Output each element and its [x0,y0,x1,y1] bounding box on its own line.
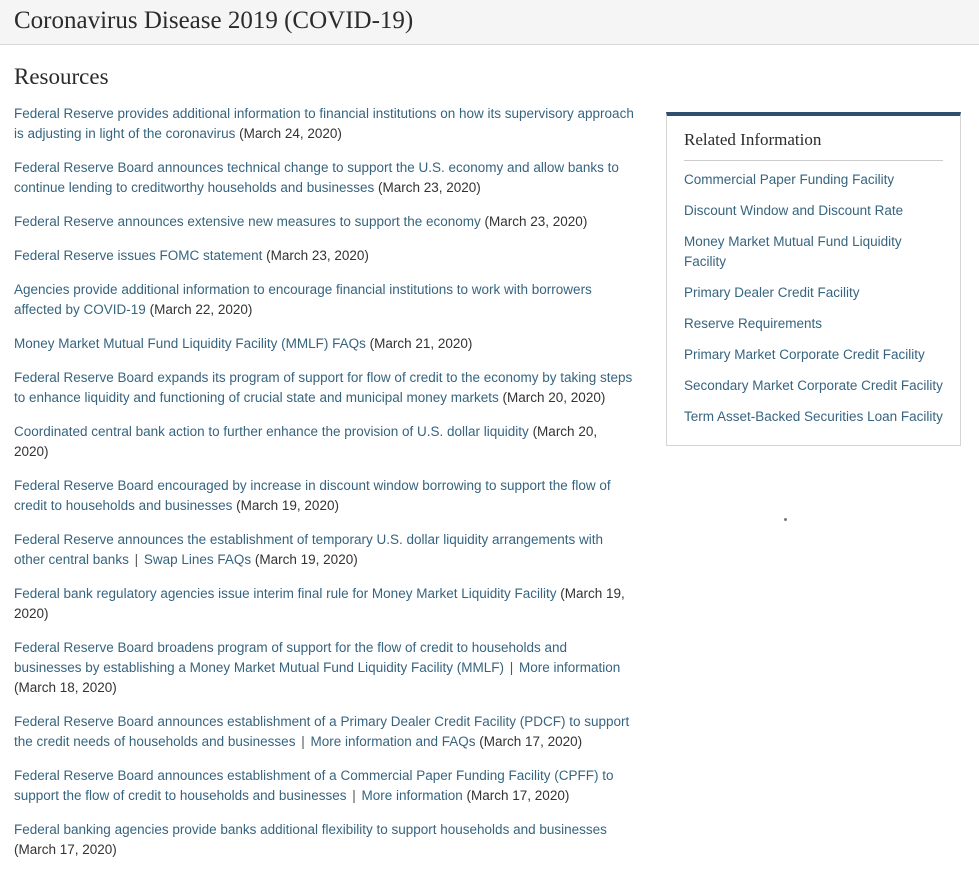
resource-link[interactable]: Federal Reserve issues FOMC statement [14,248,262,263]
list-item [14,368,634,408]
resource-date: (March 19, 2020) [251,552,358,567]
resource-date: (March 19, 2020) [14,586,625,621]
resource-link[interactable]: Federal Reserve Board encouraged by increase in discount window borrowing to support the flow of credit to households and businesses [14,478,611,513]
resource-link[interactable]: Federal Reserve announces the establishment of temporary U.S. dollar liquidity arrangements with other central banks [14,532,603,567]
list-item [14,712,634,752]
page-body [0,45,979,874]
resource-link[interactable]: Federal Reserve Board broadens program of support for the flow of credit to households and businesses by establishing a Money Market Mutual Fund Liquidity Facility (MMLF) [14,640,567,675]
resource-link[interactable]: Federal Reserve Board announces technical change to support the U.S. economy and allow banks to continue lending to creditworthy households and businesses [14,160,619,195]
resource-date: (March 23, 2020) [262,248,369,263]
list-item [14,422,634,462]
resource-link[interactable]: Federal Reserve Board expands its program of support for flow of credit to the economy by taking steps to enhance liquidity and functioning of crucial state and municipal money markets [14,370,632,405]
list-item [14,476,634,516]
related-information-box [666,112,961,446]
link-separator: | [346,788,361,803]
resource-date: (March 23, 2020) [481,214,588,229]
list-item [14,158,634,198]
resource-date: (March 17, 2020) [463,788,570,803]
list-item [684,314,943,334]
list-item [14,820,634,860]
related-information-list [684,170,943,427]
stray-dot [784,518,787,521]
list-item [684,407,943,427]
resource-link[interactable]: Federal Reserve Board announces establishment of a Primary Dealer Credit Facility (PDCF) to support the credit needs of households and businesses [14,714,629,749]
list-item [684,345,943,365]
page-header [0,0,979,45]
resource-link[interactable]: Federal banking agencies provide banks additional flexibility to support households and businesses [14,822,607,837]
list-item [14,766,634,806]
sidebar-column [666,112,961,521]
list-item [684,283,943,303]
related-information-link[interactable]: Primary Dealer Credit Facility [684,285,860,300]
related-information-link[interactable]: Discount Window and Discount Rate [684,203,903,218]
page-title: Coronavirus Disease 2019 (COVID-19) [14,7,979,35]
related-information-link[interactable]: Reserve Requirements [684,316,822,331]
related-information-link[interactable]: Term Asset-Backed Securities Loan Facility [684,409,943,424]
list-item [684,376,943,396]
resource-date: (March 20, 2020) [499,390,606,405]
resources-list [14,104,648,860]
related-information-link[interactable]: Primary Market Corporate Credit Facility [684,347,925,362]
resource-date: (March 20, 2020) [14,424,597,459]
resource-link[interactable]: Federal Reserve Board announces establishment of a Commercial Paper Funding Facility (CPFF) to support the flow of credit to households and businesses [14,768,614,803]
list-item [14,638,634,698]
resource-date: (March 19, 2020) [232,498,339,513]
list-item [684,170,943,190]
resource-link[interactable]: Agencies provide additional information to encourage financial institutions to work with borrowers affected by COVID-19 [14,282,592,317]
resource-link[interactable]: Federal Reserve announces extensive new measures to support the economy [14,214,481,229]
section-title: Resources [14,63,648,91]
related-information-link[interactable]: Secondary Market Corporate Credit Facility [684,378,943,393]
link-separator: | [129,552,144,567]
resource-link[interactable]: Money Market Mutual Fund Liquidity Facility (MMLF) FAQs [14,336,366,351]
list-item [684,232,943,272]
resource-link[interactable]: More information [519,660,620,675]
resource-date: (March 22, 2020) [146,302,253,317]
resource-date: (March 21, 2020) [366,336,473,351]
resource-date: (March 18, 2020) [14,680,117,695]
list-item [684,201,943,221]
list-item [14,212,634,232]
related-information-link[interactable]: Money Market Mutual Fund Liquidity Facility [684,234,902,269]
list-item [14,584,634,624]
list-item [14,334,634,354]
resource-date: (March 23, 2020) [374,180,481,195]
resource-link[interactable]: Coordinated central bank action to further enhance the provision of U.S. dollar liquidity [14,424,529,439]
link-separator: | [504,660,519,675]
list-item [14,280,634,320]
resource-date: (March 24, 2020) [235,126,342,141]
list-item [14,246,634,266]
resource-date: (March 17, 2020) [14,842,117,857]
resource-link[interactable]: Federal bank regulatory agencies issue interim final rule for Money Market Liquidity Facility [14,586,557,601]
resource-link[interactable]: More information [361,788,462,803]
related-information-link[interactable]: Commercial Paper Funding Facility [684,172,894,187]
related-information-title: Related Information [684,130,943,161]
resources-column [0,45,648,874]
list-item [14,530,634,570]
resource-link[interactable]: Swap Lines FAQs [144,552,251,567]
resource-date: (March 17, 2020) [476,734,583,749]
resource-link[interactable]: More information and FAQs [310,734,475,749]
resource-link[interactable]: Federal Reserve provides additional information to financial institutions on how its supervisory approach is adjusting in light of the coronavirus [14,106,634,141]
list-item [14,104,634,144]
link-separator: | [295,734,310,749]
